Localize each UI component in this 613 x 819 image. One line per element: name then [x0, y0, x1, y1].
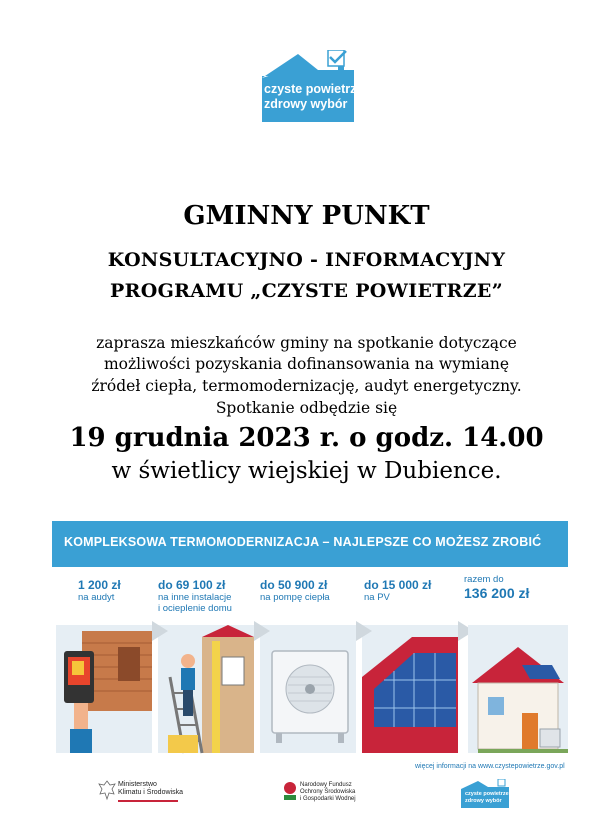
fund-line-1: Narodowy Fundusz [300, 782, 352, 788]
ministry-line-2: Klimatu i Środowiska [118, 789, 183, 796]
footer-logo-line-1: czyste powietrze [465, 791, 509, 797]
ministry-line-1: Ministerstwo [118, 781, 157, 788]
banner-text: KOMPLEKSOWA TERMOMODERNIZACJA – NAJLEPSZE CO MOŻESZ ZROBIĆ [64, 535, 542, 549]
heading-line-1: GMINNY PUNKT [183, 201, 430, 231]
body-line-4: Spotkanie odbędzie się [215, 399, 398, 417]
total-label: razem do [464, 574, 504, 585]
meeting-place: w świetlicy wiejskiej w Dubience. [111, 458, 502, 484]
heading-line-2: KONSULTACYJNO - INFORMACYJNY [107, 249, 506, 271]
czyste-powietrze-logo [258, 50, 364, 128]
heading-line-3: PROGRAMU „CZYSTE POWIETRZE” [110, 280, 503, 302]
eagle-emblem-icon [98, 779, 116, 801]
meeting-date: 19 grudnia 2023 r. o godz. 14.00 [69, 423, 544, 453]
step-desc: na PV [364, 592, 390, 603]
total-amount: 136 200 zł [464, 585, 530, 601]
fund-line-3: i Gospodarki Wodnej [300, 796, 356, 802]
house-icon [468, 625, 568, 753]
nfosigw-logo-icon [282, 780, 298, 802]
body-line-1: zaprasza mieszkańców gminy na spotkanie dotyczące [96, 334, 517, 352]
step-amount: do 69 100 zł [158, 578, 226, 592]
fund-line-2: Ochrony Środowiska [300, 789, 356, 795]
step-desc: na audyt [78, 592, 115, 603]
ministry-name [118, 781, 183, 797]
step-amount: 1 200 zł [78, 578, 121, 592]
footer-czyste-powietrze-logo [460, 779, 510, 809]
step-heat-pump [260, 578, 330, 603]
step-audit [78, 578, 121, 603]
step-total [464, 574, 529, 601]
footer-logo-line-2: zdrowy wybór [465, 798, 502, 804]
step-desc: na inne instalacje [158, 592, 232, 603]
infographic-banner [52, 521, 568, 567]
body-line-3: źródeł ciepła, termomodernizację, audyt energetyczny. [91, 377, 522, 395]
step-installations [158, 578, 232, 614]
step-amount: do 15 000 zł [364, 578, 432, 592]
step-pv [364, 578, 431, 603]
logo-line-2: zdrowy wybór [264, 97, 348, 111]
termomodernization-illustration [52, 617, 568, 757]
logo-line-1: czyste powietrze [264, 82, 364, 96]
more-info-link[interactable]: więcej informacji na www.czystepowietrze.gov.pl [415, 763, 565, 770]
heat-pump-icon [272, 651, 348, 743]
step-desc-2: i ocieplenie domu [158, 603, 232, 614]
body-line-2: możliwości pozyskania dofinansowania na wymianę [103, 355, 510, 373]
step-amount: do 50 900 zł [260, 578, 328, 592]
step-desc: na pompę ciepła [260, 592, 330, 603]
fund-name [300, 782, 356, 803]
divider [118, 800, 178, 802]
